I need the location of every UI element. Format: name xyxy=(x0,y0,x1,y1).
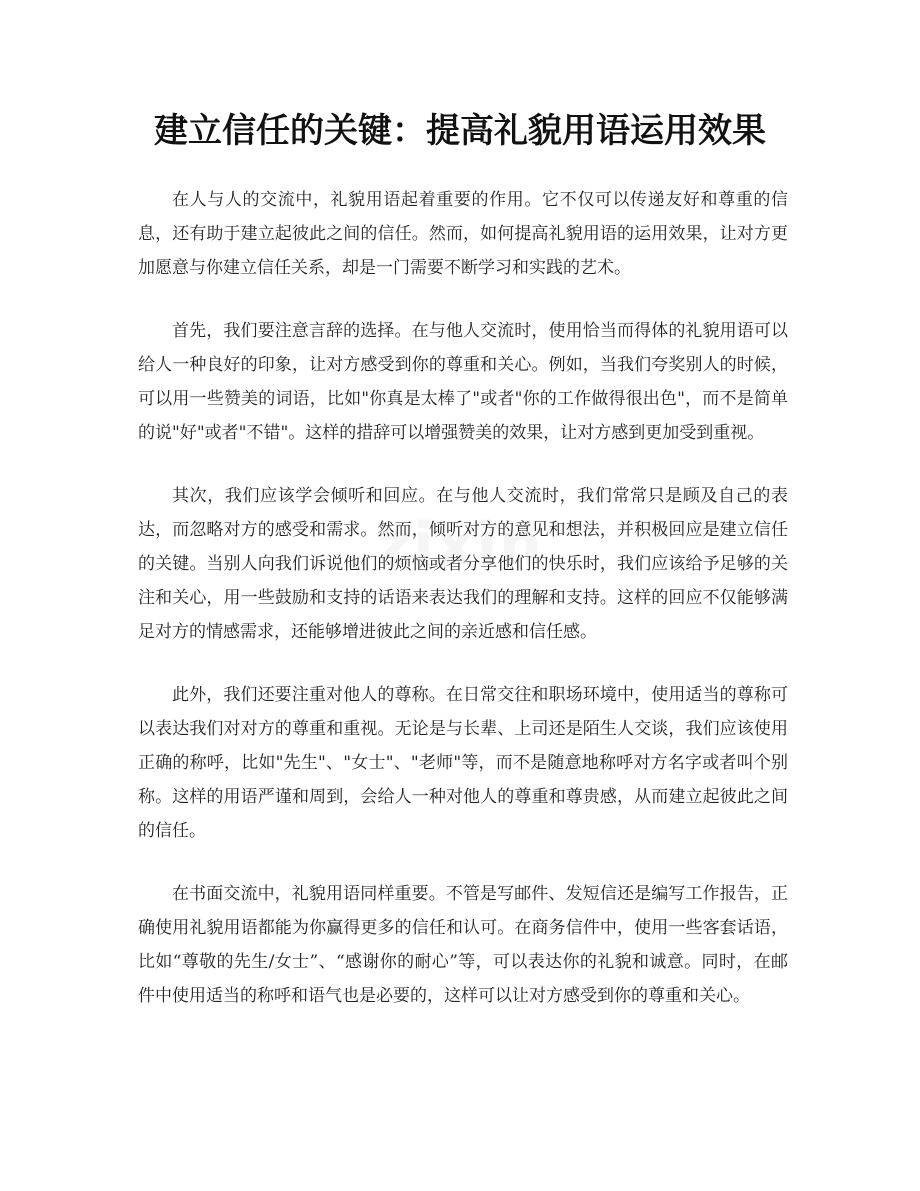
page-title: 建立信任的关键：提高礼貌用语运用效果 xyxy=(154,111,766,151)
paragraph-honorifics: 此外，我们还要注重对他人的尊称。在日常交往和职场环境中，使用适当的尊称可以表达我们对对方的尊重和重视。无论是与长辈、上司还是陌生人交谈，我们应该使用正确的称呼，比如"先生"、"女士"、"老师"等，而不是随意地称呼对方名字或者叫个别称。这样的用语严谨和周到，会给人一种对他人的尊重和尊贵感，从而建立起彼此之间的信任。 xyxy=(138,685,788,841)
paragraph-word-choice: 首先，我们要注意言辞的选择。在与他人交流时，使用恰当而得体的礼貌用语可以给人一种良好的印象，让对方感受到你的尊重和关心。例如，当我们夸奖别人的时候，可以用一些赞美的词语，比如"你真是太棒了"或者"你的工作做得很出色"，而不是简单的说"好"或者"不错"。这样的措辞可以增强赞美的效果，让对方感到更加受到重视。 xyxy=(138,321,788,443)
paragraph-listening: 其次，我们应该学会倾听和回应。在与他人交流时，我们常常只是顾及自己的表达，而忽略对方的感受和需求。然而，倾听对方的意见和想法，并积极回应是建立信任的关键。当别人向我们诉说他们的烦恼或者分享他们的快乐时，我们应该给予足够的关注和关心，用一些鼓励和支持的话语来表达我们的理解和支持。这样的回应不仅能够满足对方的情感需求，还能够增进彼此之间的亲近感和信任感。 xyxy=(138,486,788,642)
watermark: zixin xyxy=(376,510,544,580)
paragraph-written-communication: 在书面交流中，礼貌用语同样重要。不管是写邮件、发短信还是编写工作报告，正确使用礼貌用语都能为你赢得更多的信任和认可。在商务信件中，使用一些客套话语，比如“尊敬的先生/女士”、“感谢你的耐心”等，可以表达你的礼貌和诚意。同时，在邮件中使用适当的称呼和语气也是必要的，这样可以让对方感受到你的尊重和关心。 xyxy=(138,884,788,1006)
paragraph-intro: 在人与人的交流中，礼貌用语起着重要的作用。它不仅可以传递友好和尊重的信息，还有助于建立起彼此之间的信任。然而，如何提高礼貌用语的运用效果，让对方更加愿意与你建立信任关系，却是一门需要不断学习和实践的艺术。 xyxy=(138,190,788,278)
document-body xyxy=(138,183,788,1042)
